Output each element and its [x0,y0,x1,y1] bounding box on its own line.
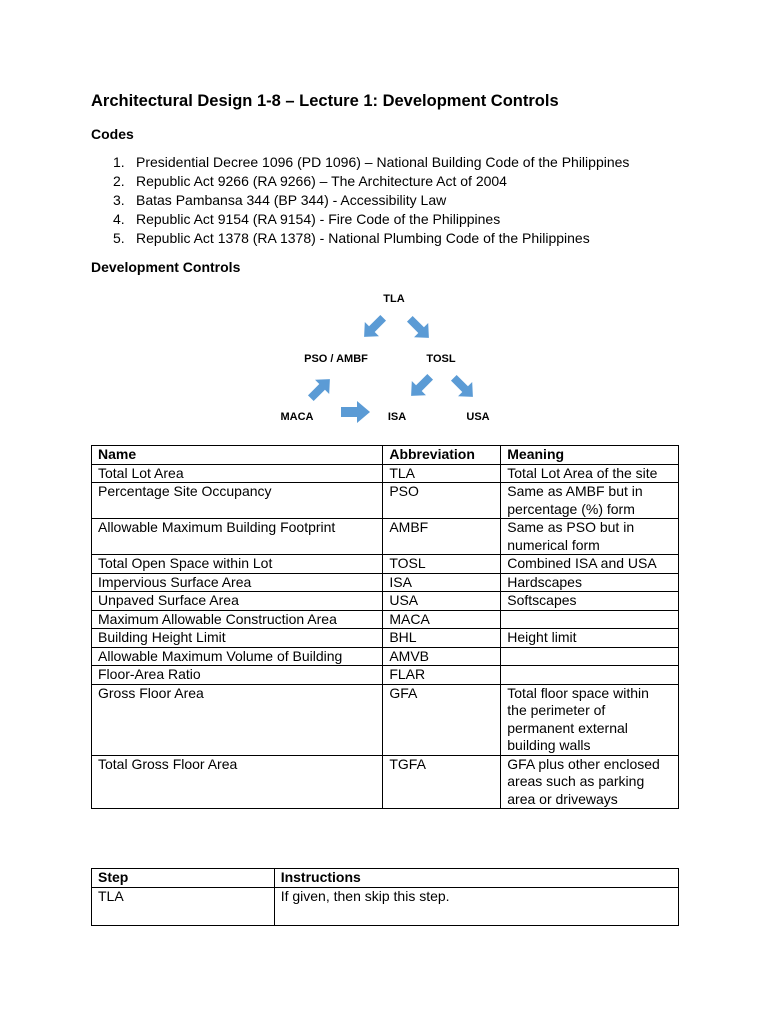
code-list-item [113,153,629,172]
table-row [92,887,679,925]
cell-name: Allowable Maximum Building Footprint [92,519,383,555]
column-header-step: Step [92,869,275,888]
diagram-label-pso-ambf: PSO / AMBF [304,353,368,365]
diagram-label-maca: MACA [280,411,314,423]
arrow-tosl-to-isa [404,370,437,403]
cell-meaning: GFA plus other enclosed areas such as parking area or driveways [501,755,679,809]
arrow-tosl-to-usa [447,371,480,404]
code-text: Republic Act 9154 (RA 9154) - Fire Code of the Philippines [136,211,501,227]
table-header-row [92,446,679,465]
cell-abbreviation: TLA [383,464,501,483]
table-row [92,629,679,648]
diagram-label-usa: USA [466,411,490,423]
cell-meaning [501,610,679,629]
steps-table [91,868,679,926]
table-row [92,573,679,592]
codes-heading: Codes [91,126,134,142]
development-controls-heading: Development Controls [91,259,241,275]
cell-meaning: Height limit [501,629,679,648]
diagram-label-tosl: TOSL [426,353,456,365]
column-header-meaning: Meaning [501,446,679,465]
cell-abbreviation: AMBF [383,519,501,555]
code-number: 4. [113,211,125,227]
cell-abbreviation: MACA [383,610,501,629]
code-list-item [113,229,629,248]
cell-meaning: Same as AMBF but in percentage (%) form [501,483,679,519]
table-row [92,464,679,483]
cell-abbreviation: TGFA [383,755,501,809]
column-header-name: Name [92,446,383,465]
cell-name: Percentage Site Occupancy [92,483,383,519]
cell-name: Gross Floor Area [92,684,383,755]
codes-list [113,153,629,248]
table-row [92,684,679,755]
code-text: Republic Act 9266 (RA 9266) – The Architecture Act of 2004 [136,173,507,189]
code-text: Batas Pambansa 344 (BP 344) - Accessibility Law [136,192,447,208]
arrow-maca-to-pso [304,372,337,405]
cell-name: Unpaved Surface Area [92,592,383,611]
cell-meaning: Combined ISA and USA [501,555,679,574]
table-row [92,647,679,666]
cell-meaning: Total Lot Area of the site [501,464,679,483]
arrow-tla-to-tosl [403,312,436,345]
cell-abbreviation: TOSL [383,555,501,574]
cell-name: Total Lot Area [92,464,383,483]
table-row [92,555,679,574]
page-title: Architectural Design 1-8 – Lecture 1: Development Controls [91,92,559,110]
cell-name: Impervious Surface Area [92,573,383,592]
cell-abbreviation: FLAR [383,666,501,685]
code-number: 5. [113,230,125,246]
table-row [92,610,679,629]
cell-meaning [501,647,679,666]
development-controls-table [91,445,679,809]
code-list-item [113,191,629,210]
cell-name: Allowable Maximum Volume of Building [92,647,383,666]
code-number: 1. [113,154,125,170]
cell-abbreviation: PSO [383,483,501,519]
cell-meaning: Total floor space within the perimeter of permanent external building walls [501,684,679,755]
table-row [92,519,679,555]
column-header-abbreviation: Abbreviation [383,446,501,465]
arrow-maca-to-isa [341,401,370,423]
table-row [92,755,679,809]
code-text: Presidential Decree 1096 (PD 1096) – National Building Code of the Philippines [136,154,630,170]
cell-step: TLA [92,887,275,925]
cell-abbreviation: ISA [383,573,501,592]
table-header-row [92,869,679,888]
code-text: Republic Act 1378 (RA 1378) - National Plumbing Code of the Philippines [136,230,590,246]
arrow-tla-to-pso [357,311,390,344]
diagram-label-isa: ISA [387,411,407,423]
cell-name: Building Height Limit [92,629,383,648]
code-number: 2. [113,173,125,189]
code-number: 3. [113,192,125,208]
cell-abbreviation: AMVB [383,647,501,666]
table-row [92,666,679,685]
code-list-item [113,172,629,191]
cell-name: Total Open Space within Lot [92,555,383,574]
cell-meaning [501,666,679,685]
cell-meaning: Same as PSO but in numerical form [501,519,679,555]
cell-name: Maximum Allowable Construction Area [92,610,383,629]
cell-abbreviation: USA [383,592,501,611]
diagram-label-tla: TLA [383,293,405,305]
table-row [92,592,679,611]
cell-name: Floor-Area Ratio [92,666,383,685]
cell-abbreviation: GFA [383,684,501,755]
cell-meaning: Hardscapes [501,573,679,592]
cell-meaning: Softscapes [501,592,679,611]
code-list-item [113,210,629,229]
column-header-instructions: Instructions [274,869,678,888]
cell-name: Total Gross Floor Area [92,755,383,809]
cell-abbreviation: BHL [383,629,501,648]
table-row [92,483,679,519]
cell-instruction: If given, then skip this step. [274,887,678,925]
